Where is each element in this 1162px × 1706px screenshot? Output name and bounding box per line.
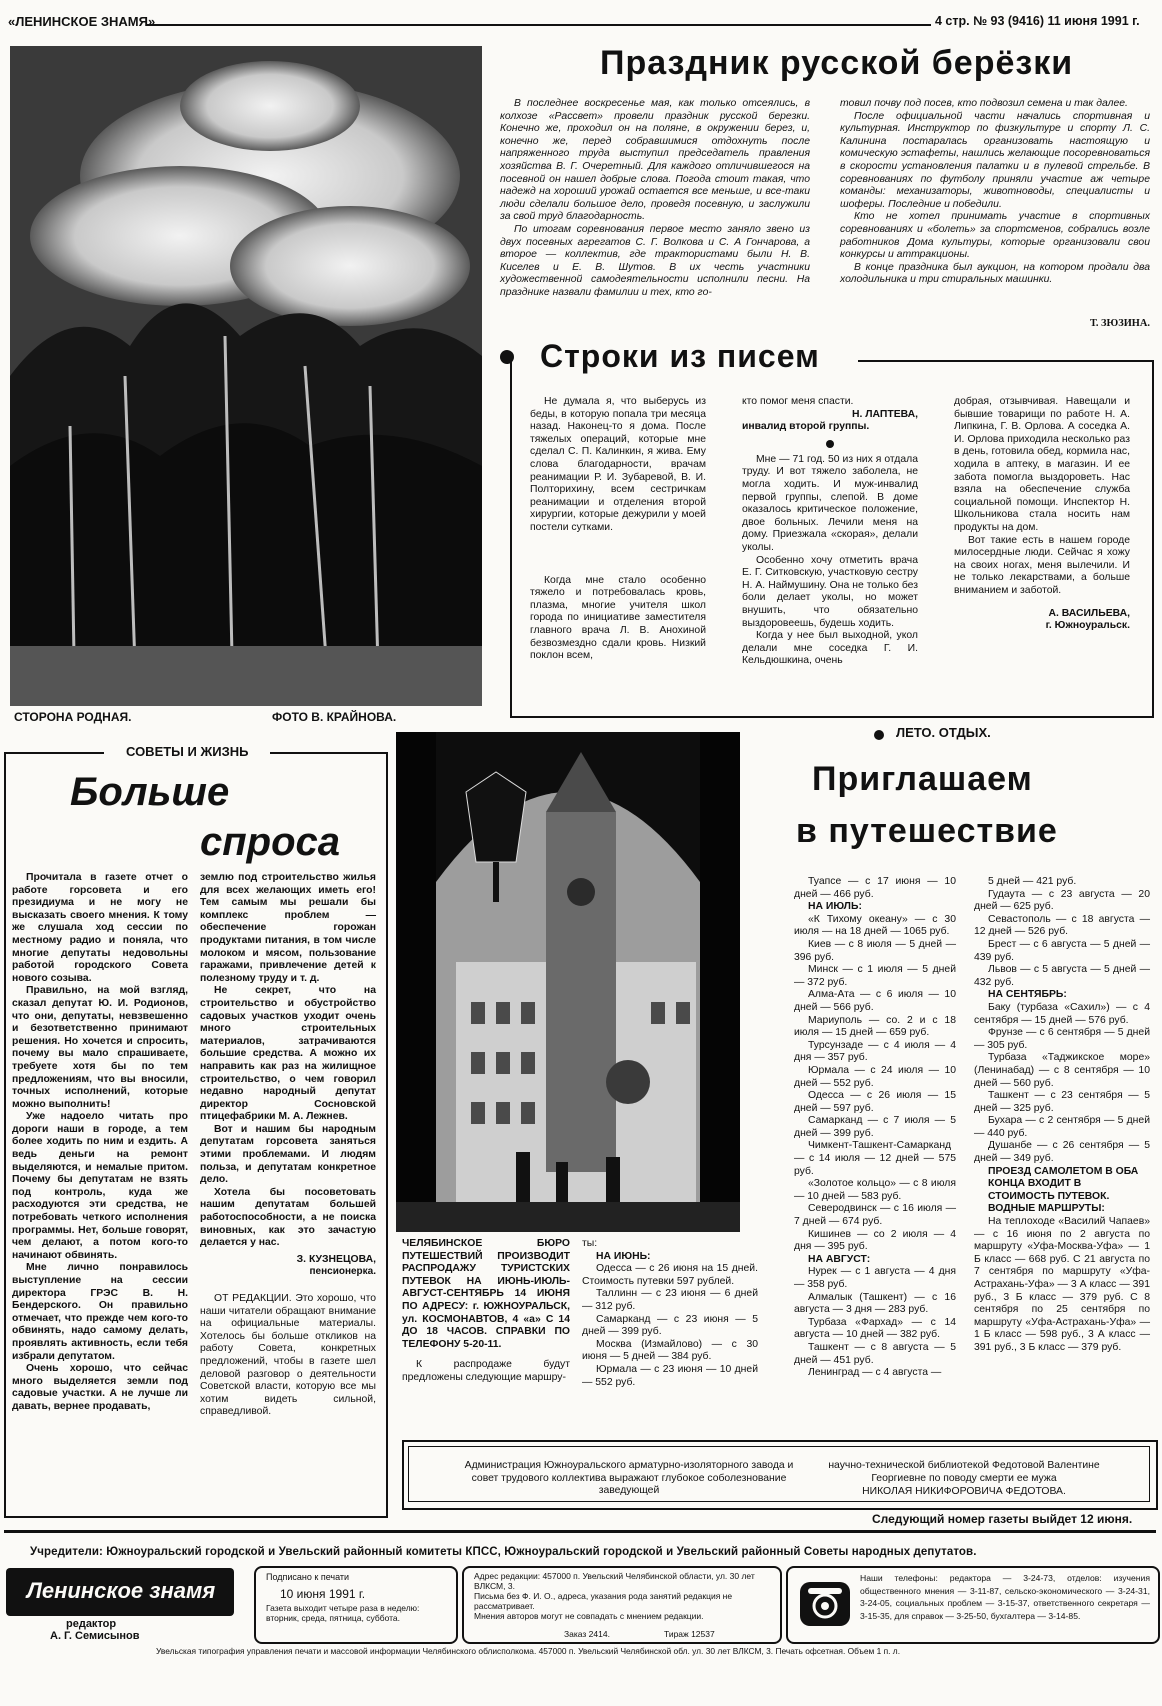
article4-lead-col (402, 1238, 570, 1385)
tour-item: Ленинград — с 4 августа — (808, 1367, 942, 1379)
forest-photo (10, 46, 482, 706)
tour-item: Одесса — с 26 июня на 15 дней. Стоимость путевки 597 рублей. (582, 1263, 758, 1287)
article1-signature: Т. ЗЮЗИНА. (1089, 318, 1150, 329)
article4-title-line1: Приглашаем (812, 760, 1033, 798)
tour-item: Севастополь — с 18 августа — 12 дней — 526 руб. (974, 913, 1150, 938)
article1-col2 (840, 98, 1150, 287)
article4-title-line2: в путешествие (796, 812, 1058, 850)
letters-box-top-rule (858, 360, 1152, 362)
tour-item: Турбаза «Таджикское море» (Ленинабад) — с 8 сентября — 10 дней — 560 руб. (974, 1052, 1150, 1089)
tour-item: Таллинн — с 23 июня — 6 дней — 312 руб. (582, 1288, 758, 1312)
masthead-issue: 4 стр. № 93 (9416) 11 июня 1991 г. (935, 14, 1140, 28)
letters-para: Не думала я, что выберусь из беды, в которую попала три месяца назад. Наконец-то я дома. После тяжелых операций, которые мне сделал С. П. Калинкин, я жива. Ему слова благодарности, врачам реанимации Р. И. Зубаревой, В. И. Полторихину, всем сестричкам реанимации и отделения второй хирургии, которые дежурили у моей постели сутками. (530, 396, 706, 533)
footer-signed-label: Подписано к печати (266, 1572, 350, 1582)
tour-item: Кишинев — со 2 июля — 4 дня — 395 руб. (794, 1228, 956, 1253)
advice-para: Не секрет, что на строительство и обустройство садовых участков уходит очень много строительных материалов, затрачиваются большие средства. А можно их направить как раз на жилищное строительство, о чем говорил недавно народный депутат директор Сосновской птицефабрики М. А. Лежнев. (200, 985, 376, 1123)
letters-sig1-name: Н. ЛАПТЕВА, (851, 408, 918, 420)
article4-col4 (974, 876, 1150, 1355)
phone-icon (800, 1582, 850, 1626)
article2-title: Строки из писем (540, 338, 820, 374)
letters-para: кто помог меня спасти. (742, 396, 854, 407)
article3-col1 (12, 872, 188, 1414)
tour-item: Самарканд — с 7 июля — 5 дней — 399 руб. (794, 1115, 956, 1139)
article1-para: После официальной части начались спортивная и культурная. Инструктор по физкультуре и спорту Л. С. Калинина постаралась организовать настоящую и комическую эстафеты, нашлись желающие посоревноваться в скорости установления палатки и в пулевой стрельбе. В соревнованиях по футболу приняли участие аж четыре команды: механизаторы, животноводы, специалисты и шоферы. Последние и победили. (840, 110, 1150, 210)
tour-item: Мариуполь — со. 2 и с 18 июля — 15 дней — 659 руб. (794, 1014, 956, 1039)
leisure-bullet (874, 730, 884, 740)
forest-photo-image (10, 46, 482, 706)
obituary-box (402, 1440, 1158, 1510)
footer-phones-box (786, 1566, 1160, 1644)
tour-item: Минск — с 1 июля — 5 дней — 372 руб. (794, 964, 956, 988)
next-issue-rule (4, 1530, 1156, 1533)
tour-item: Одесса — с 26 июля — 15 дней — 597 руб. (794, 1090, 956, 1114)
tour-heading: НА ИЮНЬ: (596, 1250, 651, 1262)
tour-item: Турсунзаде — с 4 июля — 4 дня — 357 руб. (794, 1039, 956, 1064)
advice-para: Мне лично понравилось выступление на сессии директора ГРЭС В. Н. Бендерского. Он правильно отмечает, что прежде чем кого-то обвинять, надо самому делать, проявлять активность, если тебя избрали депутатом. (12, 1262, 188, 1362)
footer-schedule: Газета выходит четыре раза в неделю: вторник, среда, пятница, суббота. (266, 1603, 420, 1623)
letters-para: добрая, отзывчивая. Навещали и бывшие товарищи по работе Н. А. Липкина, Г. В. Орлова. А соседка А. И. Орлова приходила несколько раз в день, готовила обед, кормила нас, ходила в аптеку, в магазин. И ее забота помогла выздороветь. Нас взяла на обеспечение служба социальной помощи. Инспектор Н. Школьникова стала носить нам продукты на дом. (954, 396, 1130, 533)
letters-sig2-name: А. ВАСИЛЬЕВА, (1048, 607, 1130, 619)
article3-title-line1: Больше (70, 770, 230, 814)
tour-item: Москва (Измайлово) — с 30 июня — 5 дней — 384 руб. (582, 1338, 758, 1363)
tour-item: Ташкент — с 8 августа — 5 дней — 451 руб. (794, 1341, 956, 1366)
tour-item: Киев — с 8 июля — 5 дней — 396 руб. (794, 938, 956, 963)
article1-para: В последнее воскресенье мая, как только отсеялись, в колхозе «Рассвет» провели праздник русской березки. Конечно же, проходил он на поляне, в окружении берез, и, конечно же, перед собравшимися отдохнуть после напряженного труда выступил председатель правления хозяйства В. Г. Очеретный. Для каждого отличившегося на посевной он нашел добрые слова. Погода стоит такая, что надежд на хороший урожай остается все меньше, и все-таки люди сделали большое дело, проведя посевную, и заслужили за свой труд благодарность. (500, 98, 810, 223)
article3-editorial: ОТ РЕДАКЦИИ. Это хорошо, что наши читатели обращают внимание на официальные материалы. Хотелось бы больше откликов на работу Совета, конкретных предложений, чтобы в газете шел деловой разговор о деятельности Советской власти, которую все мы хотим видеть сильной, справедливой. (200, 1293, 376, 1418)
tour-item: Брест — с 6 августа — 5 дней — 439 руб. (974, 938, 1150, 963)
article2-col2 (742, 396, 918, 668)
advice-para: Хотела бы посоветовать нашим депутатам большей работоспособности, а не поиска виновных, как это зачастую делается у нас. (200, 1186, 376, 1249)
advice-para: Очень хорошо, что сейчас много выделяется земли под садовые участки. А не лучше ли давать, вернее продавать, (12, 1363, 188, 1412)
article1-para: По итогам соревнования первое место заняло звено из двух посевных агрегатов С. Г. Волкова и С. А Гончарова, а второе — коллектив, где трактористами были Н. В. Киселев и Е. В. Шутов. В их честь участники художественной самодеятельности исполнили песни. На празднике назвали фамилии и тех, кто го- (500, 223, 810, 298)
footer-founders: Учредители: Южноуральский городской и Увельский районный комитеты КПСС, Южноуральский городской и Увельский районный Советы народных депутатов. (30, 1546, 977, 1558)
letters-para: Когда мне стало особенно тяжело и потребовалась кровь, плазма, многие учителя школ города по инициативе заместителя главного врача Л. В. Анохиной безвозмездно сдали кровь. Низкий поклон всем, (530, 574, 706, 662)
advice-para: Правильно, на мой взгляд, сказал депутат Ю. И. Родионов, что они, депутаты, невзвешенно и безответственно принимают решения. Но хочется и спросить, почему вы мало спрашиваете, требуете хотя бы по тем предложениям, что вы вносили, точных исполнений, которые можно выполнить! (12, 985, 188, 1110)
tour-item: Бухара — с 2 сентября — 5 дней — 440 руб. (974, 1115, 1150, 1139)
article4-lead: ЧЕЛЯБИНСКОЕ БЮРО ПУТЕШЕСТВИЙ ПРОИЗВОДИТ РАСПРОДАЖУ ТУРИСТСКИХ ПУТЕВОК НА ИЮНЬ-ИЮЛЬ-АВГУСТ-СЕНТЯБРЬ 14 ИЮНЯ ПО АДРЕСУ: г. ЮЖНОУРАЛЬСК, ул. КОСМОНАВТОВ, 4 «а» С 14 ДО 18 ЧАСОВ. СПРАВКИ ПО ТЕЛЕФОНУ 5-20-11. (402, 1238, 570, 1350)
advice-para: землю под строительство жилья для всех желающих иметь его! Тем самым мы решали бы комплекс проблем — обеспечение горожан продуктами питания, в том числе молоком и мясом, пользование гаражами, привлечение детей к полезному труду и т. д. (200, 872, 376, 984)
tour-item: Чимкент-Ташкент-Самарканд — с 14 июля — 12 дней — 575 руб. (794, 1140, 956, 1177)
footer-address: Адрес редакции: 457000 п. Увельский Челябинской области, ул. 30 лет ВЛКСМ, 3. (474, 1571, 755, 1591)
obituary-left: Администрация Южноуральского арматурно-изоляторного завода и совет трудового коллектива выражают глубокое соболезнование заведующей (464, 1460, 794, 1497)
tour-item: Душанбе — с 26 сентября — 5 дней — 349 руб. (974, 1140, 1150, 1165)
tour-heading: НА СЕНТЯБРЬ: (988, 989, 1067, 1001)
article3-rubric: СОВЕТЫ И ЖИЗНЬ (126, 744, 249, 759)
footer-address-box (462, 1566, 782, 1644)
tour-item: 5 дней — 421 руб. (988, 876, 1077, 887)
tour-heading: НА АВГУСТ: (808, 1253, 871, 1265)
footer-editor-name: А. Г. Семисынов (50, 1630, 140, 1642)
advice-box-top-right (270, 752, 386, 754)
next-issue: Следующий номер газеты выйдет 12 июня. (872, 1512, 1133, 1526)
tour-item: На теплоходе «Василий Чапаев» — с 16 июня по 2 августа по маршруту «Уфа-Москва-Уфа» — 1 Б класс — 668 руб. С 21 августа по 7 сентября по маршруту «Уфа-Астрахань-Уфа» — 3 А класс — 391 руб., 3 Б класс — 379 руб. С 8 сентября по 25 сентября по маршруту «Уфа-Астрахань-Уфа» — 1 Б класс — 598 руб., 3 А класс — 391 руб., 3 Б класс — 379 руб. (974, 1216, 1150, 1353)
tour-item: ты: (582, 1238, 598, 1249)
prague-photo (396, 732, 740, 1232)
letters-sig1-note: инвалид второй группы. (742, 421, 870, 433)
masthead-rule (146, 24, 931, 26)
advice-para: Прочитала в газете отчет о работе горсовета и его президиума и не могу не высказать своего мнения. К тому же слушала ход сессии по местному радио и поняла, что многие депутаты недовольны работой городского Совета нового созыва. (12, 872, 188, 984)
footer-editor-label: редактор (66, 1618, 117, 1630)
article2-col3 (954, 396, 1130, 633)
advice-box-top-left (4, 752, 104, 754)
tour-heading: ПРОЕЗД САМОЛЕТОМ В ОБА КОНЦА ВХОДИТ В СТОИМОСТЬ ПУТЕВОК. (988, 1165, 1139, 1202)
article4-lead2: К распродаже будут предложены следующие маршру- (402, 1359, 570, 1383)
tour-item: Фрунзе — с 6 сентября — 5 дней — 305 руб. (974, 1027, 1150, 1051)
tour-item: Туапсе — с 17 июня — 10 дней — 466 руб. (794, 876, 956, 900)
article1-para: В конце праздника был аукцион, на котором продали два холодильника и три стиральных машинки. (840, 261, 1150, 286)
tour-item: Юрмала — с 24 июля — 10 дней — 552 руб. (794, 1064, 956, 1089)
article3-title-line2: спроса (200, 820, 341, 864)
letters-para: Мне — 71 год. 50 из них я отдала труду. И вот тяжело заболела, не могла ходить. И муж-инвалид первой группы, слепой. В доме оказалось критическое положение, двое больных. Лечили меня на дому. Приезжала «скорая», делали уколы. (742, 453, 918, 553)
tour-item: Юрмала — с 23 июня — 10 дней — 552 руб. (582, 1363, 758, 1388)
article3-sig-note: пенсионерка. (309, 1266, 376, 1278)
letters-para: Особенно хочу отметить врача Е. Г. Ситковскую, участковую сестру Н. А. Наймушину. Она не только без боли делает уколы, но может внушить, что обязательно выздоровеешь, будешь ходить. (742, 554, 918, 629)
tour-item: Алмалык (Ташкент) — с 16 августа — 3 дня — 283 руб. (794, 1291, 956, 1316)
advice-para: Вот и нашим бы народным депутатам горсовета заняться этими проблемами. И людям польза, и депутатам конкретное дело. (200, 1123, 376, 1186)
tour-item: Самарканд — с 23 июня — 5 дней — 399 руб. (582, 1313, 758, 1338)
tour-item: Львов — с 5 августа — 5 дней — 432 руб. (974, 964, 1150, 988)
article4-col2 (582, 1238, 758, 1389)
tour-item: «Золотое кольцо» — с 8 июля — 10 дней — 583 руб. (794, 1178, 956, 1202)
advice-para: Уже надоело читать про дороги наши в городе, а тем более ходить по ним и ездить. А ведь деньги на ремонт выделяются, и немалые притом. Почему бы депутатам не взять под контроль, куда же расходуются эти средства, не потребовать четкого исполнения программы. Нет, больше говорят, чем делают, а потом кого-то начинают обвинять. (12, 1111, 188, 1261)
tour-item: Гудаута — с 23 августа — 20 дней — 625 руб. (974, 888, 1150, 913)
footer-letters-note: Письма без Ф. И. О., адреса, указания рода занятий редакция не рассматривает. (474, 1591, 733, 1611)
letters-divider-dot (826, 440, 834, 448)
article3-signature: З. КУЗНЕЦОВА, (296, 1253, 376, 1265)
footer-print-run: Тираж 12537 (664, 1629, 715, 1639)
footer-signed-date: 10 июня 1991 г. (280, 1587, 366, 1601)
article2-col1 (530, 396, 706, 663)
letters-para: Когда у нее был выходной, укол делали мне соседка Г. И. Кельдюшкина, очень (742, 630, 918, 667)
tour-item: Нурек — с 1 августа — 4 дня — 358 руб. (794, 1266, 956, 1290)
tour-heading: НА ИЮЛЬ: (808, 901, 862, 913)
tour-item: Ташкент — с 23 сентября — 5 дней — 325 руб. (974, 1090, 1150, 1114)
tour-item: Алма-Ата — с 6 июля — 10 дней — 566 руб. (794, 989, 956, 1013)
footer-order: Заказ 2414. (564, 1629, 610, 1639)
tour-item: Северодвинск — с 16 июля — 7 дней — 674 руб. (794, 1203, 956, 1228)
article4-rubric: ЛЕТО. ОТДЫХ. (896, 725, 991, 740)
footer-logo-text: Ленинское знамя (26, 1578, 216, 1603)
article1-title: Праздник русской берёзки (600, 44, 1074, 82)
photo1-caption-left: СТОРОНА РОДНАЯ. (14, 710, 132, 724)
prague-photo-image (396, 732, 740, 1232)
article1-para: Кто не хотел принимать участие в спортивных соревнованиях и «болеть» за спортсменов, собрались возле работников Дома культуры, которые организовали свои конкурсы и аттракционы. (840, 211, 1150, 261)
letters-bullet (500, 350, 514, 364)
letters-sig2-note: г. Южноуральск. (1045, 620, 1130, 632)
tour-item: «К Тихому океану» — с 30 июля — на 18 дней — 1065 руб. (794, 913, 956, 938)
obituary-right: научно-технической библиотекой Федотовой Валентине Георгиевне по поводу смерти ее мужа (828, 1460, 1100, 1484)
article1-para: товил почву под посев, кто подвозил семена и так далее. (840, 98, 1128, 109)
article3-col2 (200, 872, 376, 1419)
footer-phones: Наши телефоны: редактора — 3-24-73, отделов: изучения общественного мнения — 3-11-87, сельско-экономического — 3-24-31, 3-24-05, социальных проблем — 3-15-37, ответственного секретаря — 3-15-35, для справок — 3-25-50, бухгалтера — 3-14-85. (860, 1573, 1150, 1621)
photo1-caption-right: ФОТО В. КРАЙНОВА. (272, 710, 397, 724)
phone-icon-glyph (800, 1582, 850, 1626)
article1-col1 (500, 98, 810, 300)
masthead-paper-name: «ЛЕНИНСКОЕ ЗНАМЯ» (8, 14, 156, 29)
footer-logo (6, 1568, 234, 1616)
tour-item: Турбаза «Фархад» — с 14 августа — 10 дней — 382 руб. (794, 1316, 956, 1341)
footer-print-box (254, 1566, 458, 1644)
obituary-name: НИКОЛАЯ НИКИФОРОВИЧА ФЕДОТОВА. (862, 1486, 1066, 1497)
footer-opinion-note: Мнения авторов могут не совпадать с мнением редакции. (474, 1611, 704, 1621)
footer-printer: Увельская типография управления печати и массовой информации Челябинского облисполкома. 457000 п. Увельский Челябинской обл. ул. 30 лет ВЛКСМ, 3. Печать офсетная. Объем 1 п. л. (156, 1646, 901, 1656)
tour-item: Баку (турбаза «Сахил») — с 4 сентября — 15 дней — 576 руб. (974, 1001, 1150, 1026)
letters-para: Вот такие есть в нашем городе милосердные люди. Сейчас я хожу на своих ногах, меня вылечили. И не только лекарствами, а больше вниманием и заботой. (954, 534, 1130, 596)
tour-heading: ВОДНЫЕ МАРШРУТЫ: (988, 1203, 1105, 1215)
article4-col3 (794, 876, 956, 1380)
